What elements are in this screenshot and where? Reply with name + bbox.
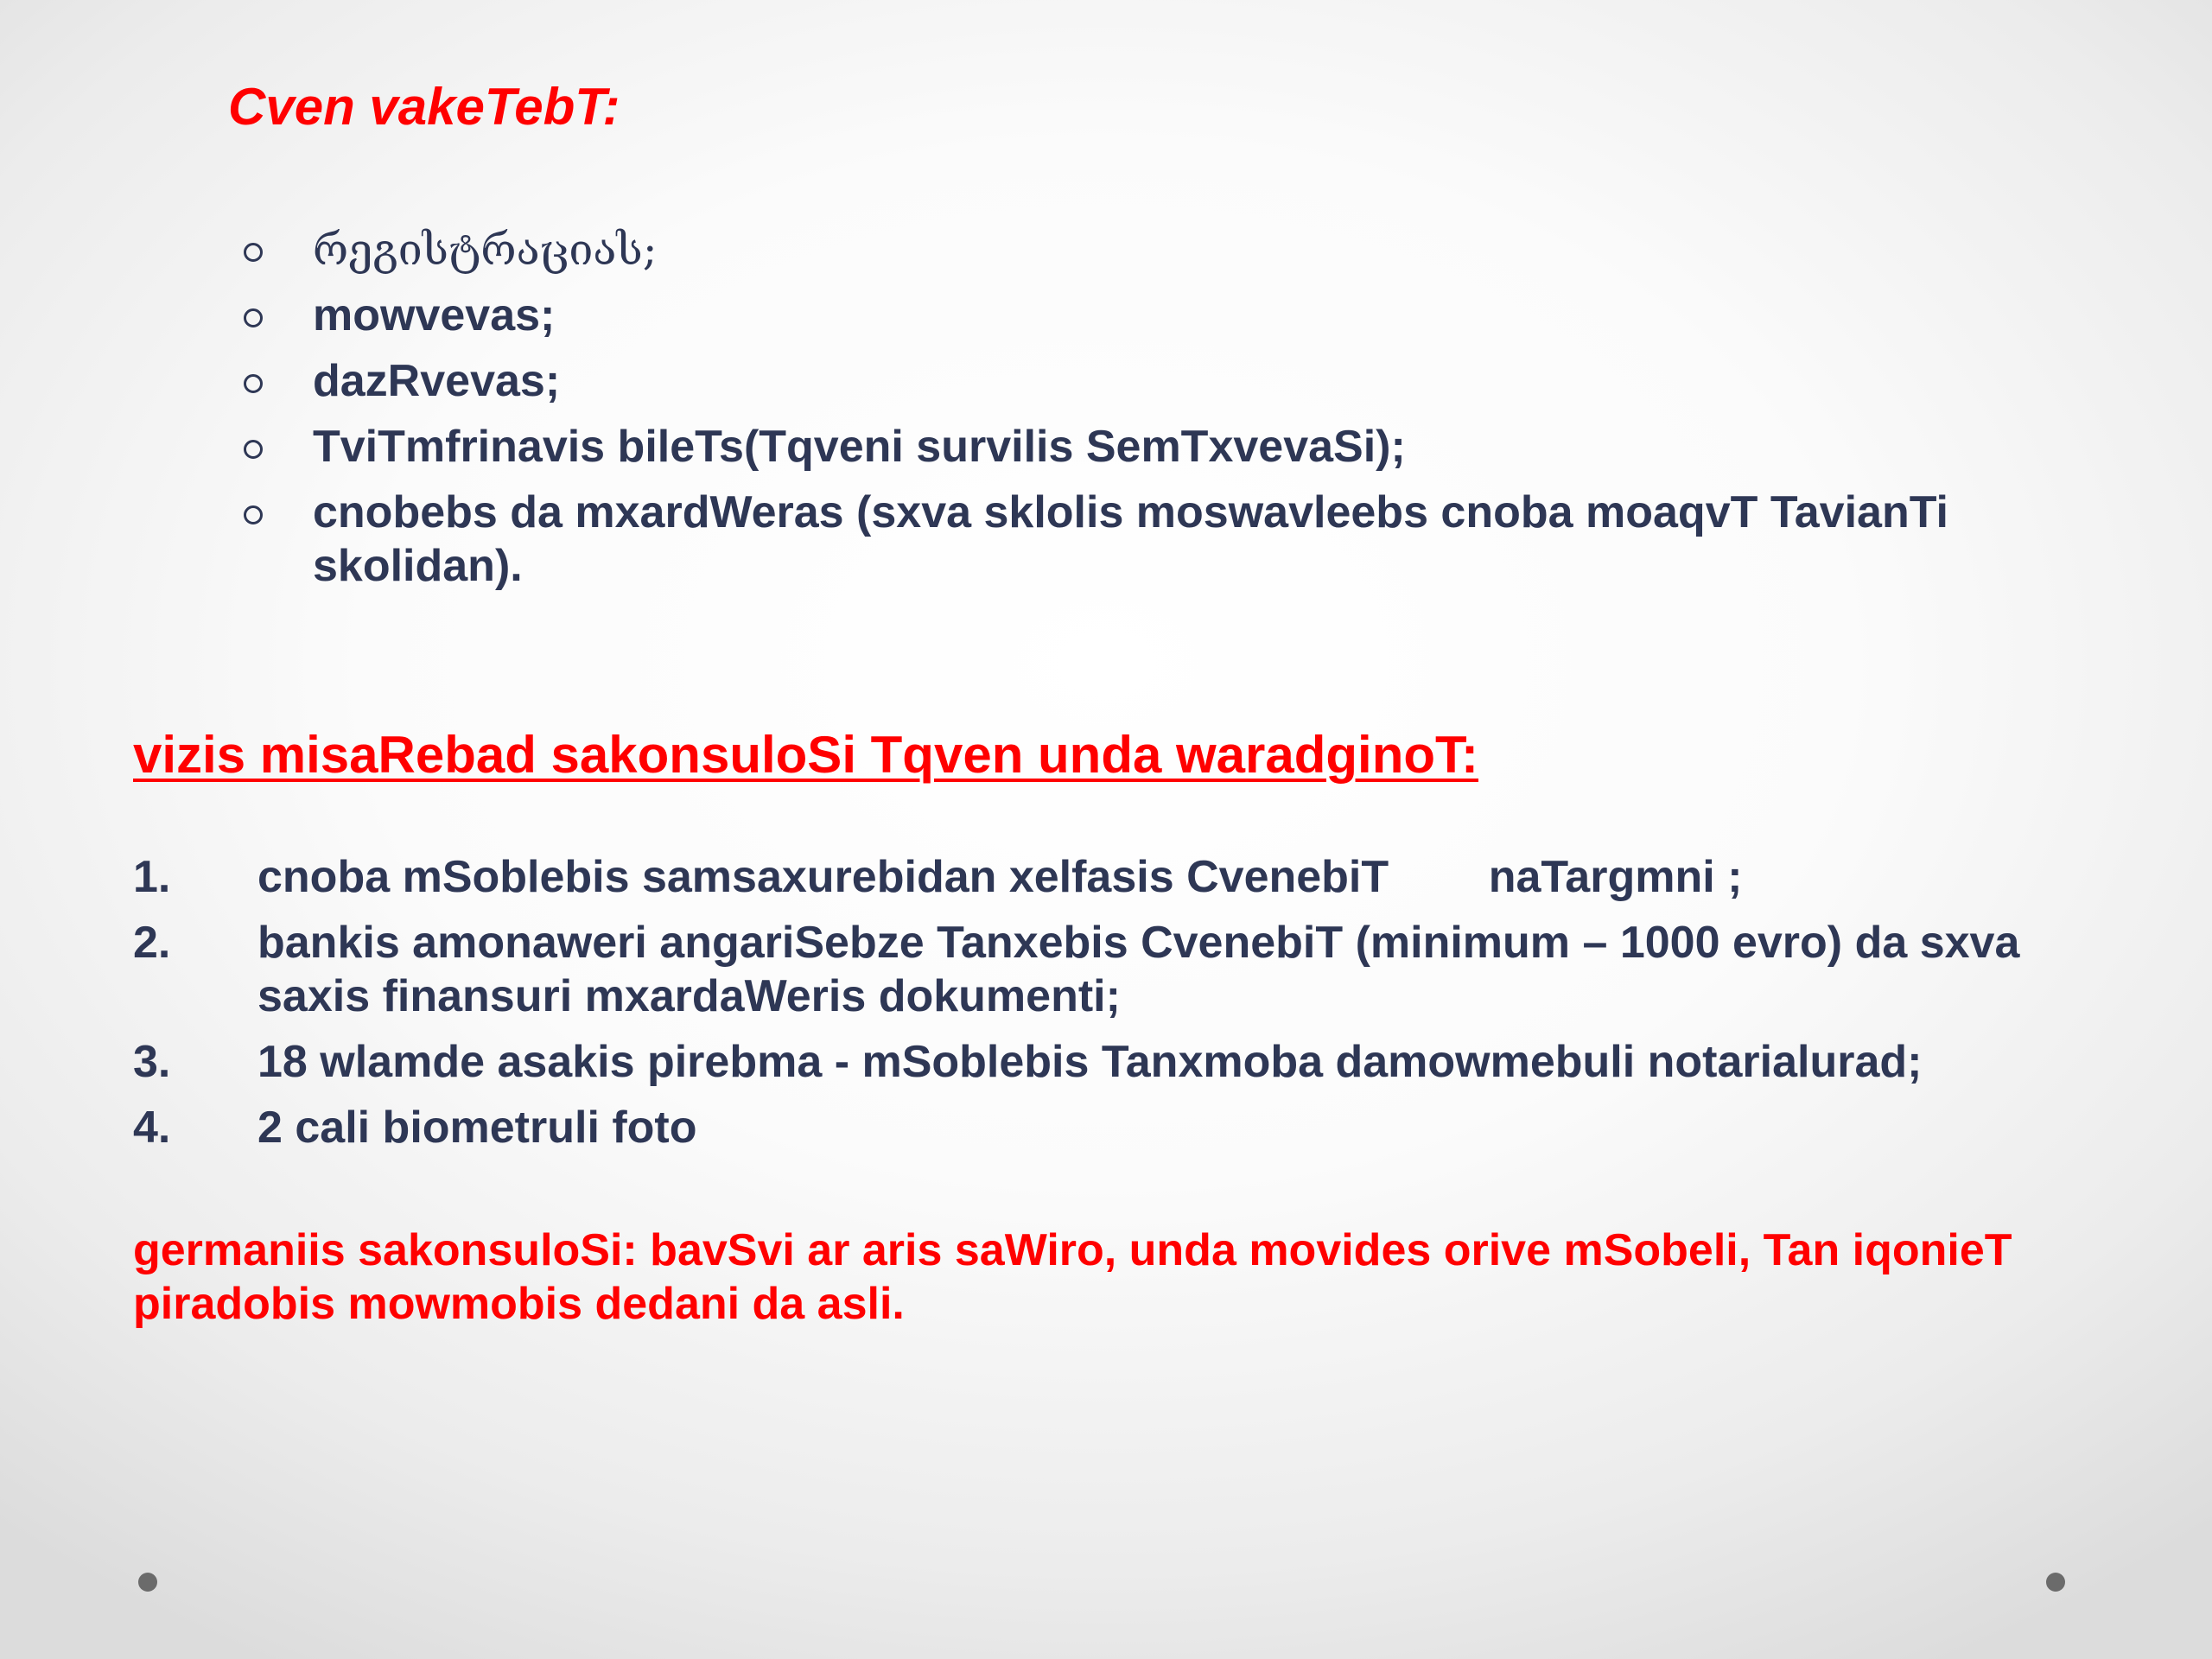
circle-bullet-icon: [244, 440, 263, 459]
list-item-text: 18 wlamde asakis pirebma - mSoblebis Tanxmoba damowmebuli notarialurad;: [257, 1037, 1923, 1087]
list-item: [242, 289, 2143, 342]
circle-bullet-icon: [244, 505, 263, 524]
list-item: [133, 1101, 2086, 1154]
documents-heading: vizis misaRebad sakonsuloSi Tqven unda waradginoT:: [133, 726, 1479, 784]
list-item: [133, 1035, 2086, 1089]
list-item-number: 3.: [133, 1037, 171, 1087]
list-item: [242, 354, 2143, 408]
documents-list: [133, 850, 2086, 1166]
services-list: [242, 223, 2143, 605]
consulate-note: germaniis sakonsuloSi: bavSvi ar aris saWiro, unda movides orive mSobeli, Tan iqonieT piradobis mowmobis dedani da asli.: [133, 1225, 2012, 1329]
list-item-text: cnoba mSoblebis samsaxurebidan xelfasis CvenebiT naTargmni ;: [257, 852, 1743, 902]
list-item: [133, 850, 2086, 904]
list-item-text: რეგისტრაციას;: [313, 225, 658, 275]
list-item: [133, 916, 2086, 1023]
list-item: [242, 223, 2143, 276]
list-item-number: 4.: [133, 1103, 171, 1153]
list-item: [242, 420, 2143, 474]
list-item-text: mowvevas;: [313, 290, 556, 340]
list-item-text: 2 cali biometruli foto: [257, 1103, 697, 1153]
list-item-number: 2.: [133, 918, 171, 968]
circle-bullet-icon: [244, 308, 263, 327]
list-item-text: bankis amonaweri angariSebze Tanxebis CvenebiT (minimum – 1000 evro) da sxva saxis finansuri mxardaWeris dokumenti;: [257, 918, 2020, 1021]
list-item-text: dazRvevas;: [313, 356, 561, 406]
list-item: [242, 486, 2143, 593]
list-item-number: 1.: [133, 852, 171, 902]
list-item-text: TviTmfrinavis bileTs(Tqveni survilis SemTxvevaSi);: [313, 422, 1406, 472]
corner-dot-icon: [2046, 1573, 2065, 1592]
list-item-text: cnobebs da mxardWeras (sxva sklolis moswavleebs cnoba moaqvT TavianTi skolidan).: [313, 487, 1948, 591]
circle-bullet-icon: [244, 243, 263, 262]
corner-dot-icon: [138, 1573, 157, 1592]
circle-bullet-icon: [244, 374, 263, 393]
slide-title: Cven vakeTebT:: [228, 78, 620, 136]
